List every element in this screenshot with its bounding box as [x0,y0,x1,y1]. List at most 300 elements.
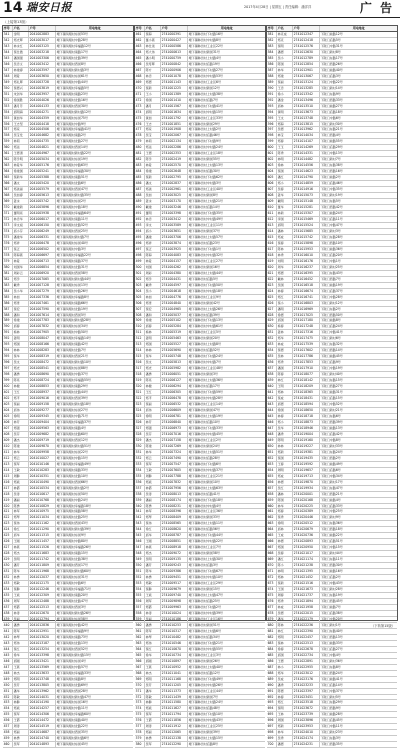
account-holder-name: 郑美 [145,187,161,192]
row-number: 388 [3,313,13,318]
row-number: 564 [135,647,145,652]
account-number: 2041006249 [29,229,56,234]
account-holder-name: 姜明 [13,336,29,341]
account-holder-name: 郑云 [13,456,29,461]
service-address: 塘下镇韩田村工业区11号 [188,222,223,227]
account-holder-name: 林德 [277,480,293,485]
account-number: 2041012488 [29,599,56,604]
row-number: 430 [3,563,13,568]
account-holder-name: 郑礼辉 [13,80,29,85]
service-address: 塘下镇凤翔村中路24号 [56,497,88,502]
account-holder-name: 蔡新 [145,86,161,91]
row-number: 493 [135,223,145,228]
row-number: 474 [135,110,145,115]
account-number: 2741013496 [293,98,320,103]
row-number: 639 [267,378,277,383]
service-address: 下陡门新村1号 [320,622,341,627]
row-number: 540 [135,504,145,509]
row-number: 481 [135,151,145,156]
row-number: 448 [3,671,13,676]
account-holder-name: 姜永 [13,199,29,204]
account-number: 2741007324 [161,450,188,455]
row-number: 552 [135,575,145,580]
row-number: 627 [267,307,277,312]
account-holder-name: 潘德 [277,742,293,747]
service-address: 塘下镇韩田村新街39号 [188,730,220,735]
account-number: 2041011034 [29,515,56,520]
service-address: 塘下镇韩田村后路5号 [188,276,218,281]
service-address: 塘下镇韩田村工业区21号 [188,473,223,478]
account-holder-name: 吴小华 [13,289,29,294]
row-number: 538 [135,492,145,497]
account-holder-name: 陈敏 [13,695,29,700]
row-number: 547 [135,545,145,550]
account-holder-name: 郑家 [13,127,29,132]
account-holder-name: 王霞 [13,718,29,723]
account-number: 2741017180 [293,318,320,323]
service-address: 塘下镇韩田村中村路39号 [188,610,223,615]
row-number: 380 [3,265,13,270]
service-address: 下陡门东路6号 [320,413,341,418]
account-holder-name: 王德 [277,659,293,664]
account-number: 2041007783 [29,318,56,323]
account-holder-name: 吴芬 [13,432,29,437]
account-holder-name: 徐国胜 [13,98,29,103]
service-address: 下陡门后路6号 [320,467,341,472]
account-number: 2741017786 [293,354,320,359]
row-number: 443 [3,641,13,646]
account-holder-name: 潘勇 [145,623,161,628]
row-number: 516 [135,360,145,365]
account-number: 2741015953 [293,247,320,252]
account-number: 2741005102 [161,318,188,323]
service-address: 塘下镇韩田村后路12号 [188,670,220,675]
account-holder-name: 吴芬 [145,432,161,437]
service-address: 塘下镇韩田村上村路2号 [188,127,222,132]
table-row [267,742,397,748]
row-number: 449 [3,677,13,682]
account-number: 2741012290 [161,742,188,747]
service-address: 塘下镇韩田村中村路61号 [188,324,223,329]
account-holder-name: 潘国强 [13,56,29,61]
service-address: 塘下镇韩田村上村路26号 [188,306,223,311]
row-number: 605 [267,175,277,180]
service-address: 塘下镇凤翔村幸福路41号 [56,127,91,132]
account-holder-name: 徐明 [13,414,29,419]
account-holder-name: 杨林 [13,330,29,335]
account-holder-name: 郑平 [13,396,29,401]
account-number: 2741006840 [161,420,188,425]
account-number: 2741003651 [161,229,188,234]
account-number: 2041005938 [29,211,56,216]
account-holder-name: 林建春 [13,68,29,73]
row-number: 629 [267,318,277,323]
account-holder-name: 潘红 [277,557,293,562]
row-number: 530 [135,444,145,449]
service-address: 塘下镇韩田村工业区5号 [188,330,222,335]
row-number: 577 [135,724,145,729]
account-number: 2041003597 [29,68,56,73]
row-number: 484 [135,169,145,174]
row-number: 563 [135,641,145,646]
row-number: 662 [267,515,277,520]
account-holder-name: 周彩 [145,271,161,276]
service-address: 塘下镇凤翔村西街12号 [56,437,88,442]
account-holder-name: 林芳 [145,420,161,425]
account-holder-name: 郑林 [277,575,293,580]
service-address: 塘下镇凤翔村北路25号 [56,515,88,520]
account-holder-name: 金明 [13,32,29,37]
row-number: 589 [267,80,277,85]
account-number: 2741004618 [161,289,188,294]
service-address: 塘下镇韩田村下村路59号 [188,390,223,395]
service-address: 塘下镇韩田村上村路15号 [188,736,223,741]
service-address: 塘下镇韩田村后路25号 [188,599,220,603]
account-number: 2741023896 [293,718,320,723]
service-address: 下陡门西路24号 [320,670,343,675]
account-number: 2741002837 [161,181,188,186]
account-number: 2741001792 [161,116,188,121]
account-holder-name: 林加 [13,295,29,300]
account-holder-name: 王霞 [145,718,161,723]
account-holder-name: 潘芳 [13,563,29,568]
row-number: 542 [135,515,145,520]
account-number: 2741004965 [161,307,188,312]
account-holder-name: 陈小 [277,563,293,568]
account-number: 2741016452 [293,277,320,282]
account-holder-name: 邱华 [13,533,29,538]
account-number: 2041010534 [29,486,56,491]
account-number: 2041007128 [29,283,56,288]
account-number: 2041014190 [29,700,56,705]
row-number: 534 [135,468,145,473]
service-address: 塘下镇凤翔村东街53号 [56,31,88,36]
service-address: 塘下镇韩田村新街8号 [188,193,218,198]
account-holder-name: 林林 [277,444,293,449]
account-holder-name: 吴国 [277,283,293,288]
row-number: 663 [267,521,277,526]
row-number: 411 [3,450,13,455]
row-number: 643 [267,402,277,407]
account-holder-name: 王春 [277,462,293,467]
account-number: 2741007490 [161,456,188,461]
account-number: 2741021238 [293,563,320,568]
account-holder-name: 吴宝发 [13,133,29,138]
service-address: 塘下镇韩田村新街47号 [188,408,220,412]
account-holder-name: 郑强 [13,426,29,431]
service-address: 下陡门西路30号 [320,563,343,568]
service-address: 塘下镇凤翔村新村路39号 [56,527,91,532]
service-address: 下陡门后路3号 [320,73,341,78]
row-number: 638 [267,372,277,377]
service-address: 塘下镇凤翔村南路66号 [56,300,88,305]
row-number: 454 [3,706,13,711]
service-address: 下陡门后路33号 [320,503,343,508]
service-address: 塘下镇韩田村中村路55号 [188,646,223,651]
account-holder-name: 邱明 [145,110,161,115]
service-address: 塘下镇韩田村后路41号 [188,491,220,496]
service-address: 塘下镇凤翔村北路69号 [56,682,88,687]
account-number: 2741001908 [161,127,188,132]
account-number: 2741023176 [293,677,320,682]
service-address: 塘下镇韩田村下村路67号 [188,569,223,574]
service-address: 下陡门中路35号 [320,187,343,192]
row-number: 626 [267,301,277,306]
account-holder-name: 董明亮 [13,211,29,216]
row-number: 347 [3,68,13,73]
account-holder-name: 王志坚 [13,122,29,127]
account-holder-name: 林红 [277,629,293,634]
account-holder-name: 王燕 [145,665,161,670]
service-address: 下陡门西路21号 [320,491,343,496]
row-number: 513 [135,342,145,347]
row-number: 541 [135,509,145,514]
account-holder-name: 郑国 [145,342,161,347]
row-number: 673 [267,581,277,586]
row-number: 442 [3,635,13,640]
row-number: 553 [135,581,145,586]
account-holder-name: 李文斌 [13,223,29,228]
row-number: 635 [267,354,277,359]
account-number: 2741021737 [293,593,320,598]
account-holder-name: 潘月 [145,104,161,109]
account-number: 2041003728 [29,80,56,85]
service-address: 塘下镇凤翔村中路3号 [56,246,86,251]
account-number: 2041009277 [29,408,56,413]
account-holder-name: 潘丽 [13,498,29,503]
row-number: 398 [3,372,13,377]
service-address: 塘下镇凤翔村新村路2号 [56,485,90,490]
account-number: 2741021894 [293,599,320,604]
service-address: 塘下镇韩田村中村路7号 [188,360,222,365]
row-number: 410 [3,444,13,449]
account-number: 2741006294 [161,384,188,389]
account-number: 2741021017 [293,551,320,556]
service-address: 塘下镇凤翔村中路26号 [56,288,88,293]
account-number: 2741020679 [293,527,320,532]
account-number: 2741008851 [161,539,188,544]
service-address: 塘下镇韩田村下村路24号 [188,354,223,359]
service-address: 塘下镇韩田村上村路40号 [188,664,223,669]
account-number: 2041009958 [29,450,56,455]
account-number: 2041012794 [29,617,56,622]
account-number: 2741017910 [293,366,320,371]
account-number: 2741020001 [293,492,320,497]
service-address: 塘下镇凤翔村中路42号 [56,622,88,627]
account-number: 2741014269 [293,145,320,150]
service-address: 塘下镇韩田村后路46号 [188,133,220,138]
row-number: 472 [135,98,145,103]
service-address: 塘下镇凤翔村东街4号 [56,658,86,663]
service-address: 塘下镇韩田村上村路30号 [188,557,223,562]
account-holder-name: 吴明 [13,557,29,562]
account-holder-name: 潘勇 [13,372,29,377]
account-holder-name: 吴小 [277,56,293,61]
account-holder-name: 陈明 [277,438,293,443]
row-number: 479 [135,139,145,144]
table-row [135,742,265,748]
row-number: 582 [267,38,277,43]
row-number: 529 [135,438,145,443]
row-number: 517 [135,366,145,371]
service-address: 塘下镇韩田村下村路16号 [188,31,223,36]
service-address: 塘下镇韩田村工业区22号 [188,43,223,48]
account-number: 2741021673 [293,587,320,592]
row-number: 423 [3,521,13,526]
account-holder-name: 郑秀 [277,360,293,365]
account-number: 2741001225 [161,86,188,91]
service-address: 塘下镇凤翔村新村路18号 [56,402,91,407]
account-number: 2741013067 [293,74,320,79]
account-number: 2041003412 [29,62,56,67]
row-number: 485 [135,175,145,180]
row-number: 384 [3,289,13,294]
row-number: 676 [267,599,277,604]
row-number: 636 [267,360,277,365]
account-holder-name: 李国 [277,217,293,222]
row-number: 551 [135,569,145,574]
service-address: 下陡门前路33号 [320,640,343,645]
account-holder-name: 郑大伟 [145,50,161,55]
account-holder-name: 周春 [277,593,293,598]
row-number: 549 [135,557,145,562]
row-number: 397 [3,366,13,371]
row-number: 612 [267,217,277,222]
row-number: 661 [267,509,277,514]
service-address: 下陡门前路4号 [320,497,341,502]
service-address: 塘下镇韩田村上村路38号 [188,91,223,96]
account-number: 2741010897 [161,659,188,664]
row-number: 383 [3,283,13,288]
row-number: 698 [267,730,277,735]
row-number: 585 [267,56,277,61]
service-address: 塘下镇凤翔村新村路6号 [56,736,90,741]
account-number: 2041006854 [29,265,56,270]
account-number: 2741019592 [293,462,320,467]
service-address: 下陡门中路1号 [320,258,341,263]
account-holder-name: 杨林 [145,330,161,335]
row-number: 342 [3,38,13,43]
account-holder-name: 郑德 [277,271,293,276]
account-number: 2741013124 [293,80,320,85]
row-number: 683 [267,641,277,646]
account-holder-name: 吴芳 [145,683,161,688]
account-holder-name: 周明 [277,468,293,473]
service-address: 下陡门东路17号 [320,55,343,60]
service-address: 塘下镇韩田村工业区14号 [188,402,223,407]
account-number: 2741012138 [161,736,188,741]
account-holder-name: 邱伟 [13,408,29,413]
account-holder-name: 潘华 [13,689,29,694]
account-number: 2741014556 [293,163,320,168]
service-address: 下陡门新村36号 [320,658,343,663]
service-address: 塘下镇韩田村上村路8号 [188,342,222,347]
account-holder-name: 郑光辉 [13,38,29,43]
account-holder-name: 吴春 [277,187,293,192]
account-number: 2041010351 [29,474,56,479]
account-holder-name: 周军 [145,599,161,604]
account-number: 2741023518 [293,700,320,705]
row-number: 518 [135,372,145,377]
account-holder-name: 郑雪 [145,301,161,306]
row-number: 654 [267,468,277,473]
row-number: 536 [135,480,145,485]
service-address: 塘下镇凤翔村北路31号 [56,264,88,269]
account-holder-name: 蔡仕微 [13,50,29,55]
account-holder-name: 王明 [277,384,293,389]
account-number: 2741007016 [161,432,188,437]
service-address: 下陡门前路45号 [320,354,343,359]
account-number: 2041012670 [29,611,56,616]
service-address: 塘下镇凤翔村西街66号 [56,479,88,484]
service-address: 塘下镇凤翔村南路40号 [56,718,88,723]
service-address: 塘下镇凤翔村中路37号 [56,372,88,377]
account-number: 2741019381 [293,450,320,455]
account-holder-name: 林莉 [145,139,161,144]
account-holder-name: 郑丽 [13,730,29,735]
account-number: 2741019160 [293,438,320,443]
service-address: 下陡门中路28号 [320,294,343,299]
account-holder-name: 郑明 [277,635,293,640]
account-holder-name: 陈海燕 [13,253,29,258]
row-number: 436 [3,599,13,604]
row-number: 665 [267,533,277,538]
service-address: 下陡门新村30号 [320,121,343,126]
account-holder-name: 戴秀 [13,283,29,288]
row-number: 527 [135,426,145,431]
row-number: 610 [267,205,277,210]
service-address: 塘下镇凤翔村幸福路22号 [56,252,91,257]
row-number: 699 [267,736,277,741]
service-address: 塘下镇韩田村中村路18号 [188,288,223,293]
service-address: 下陡门前路36号 [320,246,343,251]
account-holder-name: 蔡新华 [13,175,29,180]
service-address: 塘下镇韩田村下村路9号 [188,139,222,144]
account-holder-name: 吴涛 [145,492,161,497]
row-number: 570 [135,683,145,688]
row-number: 496 [135,241,145,246]
account-holder-name: 蔡秀 [277,515,293,520]
account-number: 2741001567 [161,104,188,109]
account-holder-name: 蔡伟 [13,521,29,526]
account-number: 2741017248 [293,324,320,329]
service-address: 下陡门新村33号 [320,443,343,448]
row-number: 491 [135,211,145,216]
account-number: 2741006781 [161,414,188,419]
account-holder-name: 林春 [277,414,293,419]
service-address: 下陡门后路29号 [320,145,343,150]
service-address: 下陡门东路36号 [320,521,343,526]
service-address: 下陡门中路20号 [320,616,343,621]
header-no: 序号 [135,26,145,31]
account-number: 2741015898 [293,241,320,246]
service-address: 塘下镇凤翔村北路44号 [56,390,88,395]
row-number: 371 [3,211,13,216]
row-number: 469 [135,80,145,85]
account-number: 2041013398 [29,653,56,658]
row-number: 550 [135,563,145,568]
row-number: 607 [267,187,277,192]
account-holder-name: 林秀 [277,253,293,258]
account-holder-name: 邱明 [277,223,293,228]
row-number: 571 [135,689,145,694]
account-holder-name: 潘秀 [277,432,293,437]
row-number: 407 [3,426,13,431]
row-number: 440 [3,623,13,628]
service-address: 下陡门中路37号 [320,688,343,693]
row-number: 420 [3,504,13,509]
service-address: 塘下镇凤翔村东街2号 [56,199,86,204]
